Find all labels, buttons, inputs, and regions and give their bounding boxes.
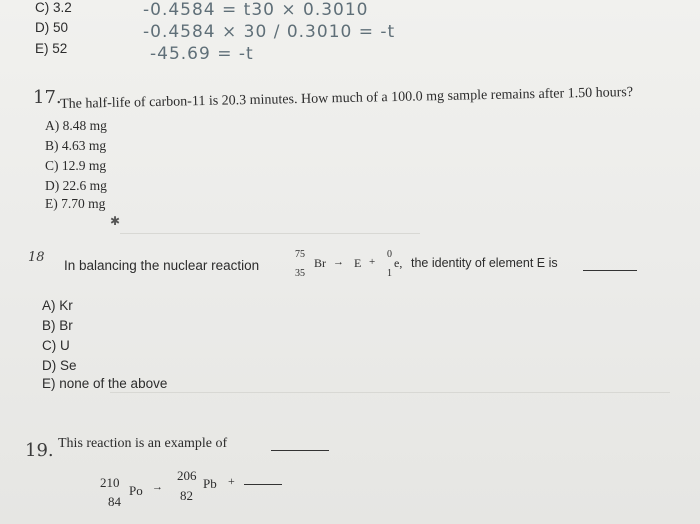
handwritten-work-line-2: -0.4584 × 30 / 0.3010 = -t <box>143 22 396 42</box>
handwritten-work-line-1: -0.4584 = t30 × 0.3010 <box>143 0 369 20</box>
prev-option-c: C) 3.2 <box>35 0 72 15</box>
pb-mass-number: 206 <box>177 468 197 483</box>
plus-sign: + <box>369 256 376 268</box>
e-atomic-number: 1 <box>387 268 392 279</box>
q18-text-after: the identity of element E is <box>411 256 558 270</box>
q17-option-e: E) 7.70 mg <box>45 196 106 211</box>
prev-option-e: E) 52 <box>35 41 68 56</box>
answer-blank <box>583 270 637 271</box>
br-symbol: Br <box>314 256 326 270</box>
pb-atomic-number: 82 <box>180 488 193 503</box>
q17-number: 17. <box>33 87 62 108</box>
pen-mark-icon: ✱ <box>110 214 121 228</box>
br-atomic-number: 35 <box>295 268 305 279</box>
q18-option-b: B) Br <box>42 318 73 333</box>
handwritten-work-line-3: -45.69 = -t <box>150 44 254 64</box>
q19-text: This reaction is an example of <box>58 436 228 451</box>
arrow-icon: → <box>152 481 163 493</box>
po-symbol: Po <box>129 483 143 498</box>
arrow-icon: → <box>333 256 344 268</box>
q17-option-b: B) 4.63 mg <box>45 138 107 153</box>
page-rule <box>110 392 670 393</box>
po-mass-number: 210 <box>100 475 120 490</box>
q17-text: The half-life of carbon-11 is 20.3 minutes. How much of a 100.0 mg sample remains after 1.50 hours? <box>60 85 634 112</box>
q18-text-before: In balancing the nuclear reaction <box>64 258 260 273</box>
br-mass-number: 75 <box>295 249 305 260</box>
pb-symbol: Pb <box>203 476 217 491</box>
answer-blank <box>244 484 282 485</box>
q18-option-d: D) Se <box>42 358 77 373</box>
q18-number: 18 <box>28 250 45 265</box>
q17-option-c: C) 12.9 mg <box>45 158 107 173</box>
e-symbol: e, <box>394 256 403 270</box>
e-mass-number: 0 <box>387 249 392 260</box>
page-rule <box>120 233 420 234</box>
q17-option-a: A) 8.48 mg <box>45 118 107 133</box>
po-atomic-number: 84 <box>108 494 121 509</box>
element-e: E <box>354 256 362 270</box>
q18-option-e: E) none of the above <box>42 376 168 391</box>
q18-option-c: C) U <box>42 338 70 353</box>
prev-option-d: D) 50 <box>35 20 69 35</box>
answer-blank <box>271 450 329 451</box>
plus-sign: + <box>228 474 235 488</box>
q19-number: 19. <box>25 440 54 461</box>
q18-option-a: A) Kr <box>42 298 73 313</box>
q17-option-d: D) 22.6 mg <box>45 178 107 193</box>
